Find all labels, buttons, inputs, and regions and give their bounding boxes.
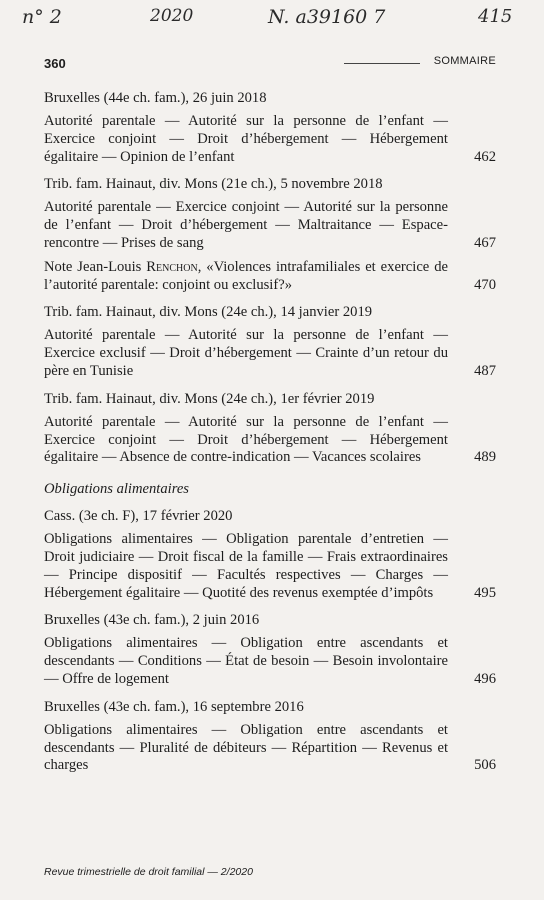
entry-summary [44,531,496,602]
entry-keywords: Obligations alimentaires — Obligation entre ascendants et descendants — Conditions — État de besoin — Besoin involontaire — Offre de logement [44,635,448,687]
toc-entry [44,699,496,775]
note-page: 470 [474,276,496,293]
note-prefix: Note Jean-Louis [44,258,142,275]
entry-court: Trib. fam. Hainaut, div. Mons (24e ch.), 1er février 2019 [44,390,375,407]
entry-court: Bruxelles (43e ch. fam.), 16 septembre 2016 [44,698,304,715]
handwritten-issue-number: n° 2 [22,6,62,28]
entry-note [44,259,496,295]
entry-keywords: Autorité parentale — Exercice conjoint — Autorité sur la personne de l’enfant — Droit d’hébergement — Maltraitance — Espace-rencontre — Prises de sang [44,199,448,251]
entry-keywords: Autorité parentale — Autorité sur la personne de l’enfant — Exercice conjoint — Droit d’hébergement — Hébergement égalitaire — Absence de contre-indication — Vacances scolaires [44,413,448,466]
entry-court: Cass. (3e ch. F), 17 février 2020 [44,508,233,525]
entry-court: Bruxelles (44e ch. fam.), 26 juin 2018 [44,90,267,106]
handwritten-annotations [0,0,544,40]
entry-keywords: Autorité parentale — Autorité sur la personne de l’enfant — Exercice exclusif — Droit d’hébergement — Crainte d’un retour du père en Tunisie [44,327,448,379]
toc-entry [44,90,496,166]
entry-summary [44,199,496,252]
toc-entry [44,612,496,688]
entry-keywords: Obligations alimentaires — Obligation parentale d’entretien — Droit judiciaire — Droit fiscal de la famille — Frais extraordinaires — Principe dispositif — Facultés respectives — Charges — Hébergement égalitaire — Quotité des revenus exemptée d’impôts [44,531,448,601]
category-heading: Obligations alimentaires [44,481,189,498]
toc-entry [44,508,496,602]
entry-court: Trib. fam. Hainaut, div. Mons (24e ch.), 14 janvier 2019 [44,304,373,321]
section-label: SOMMAIRE [433,55,496,67]
page-number: 360 [44,56,66,71]
toc-entry [44,176,496,294]
entry-summary [44,635,496,688]
entry-page: 495 [474,584,496,601]
handwritten-catalog-number: N. a39160 7 [268,6,386,28]
page-footer: Revue trimestrielle de droit familial — 2/2020 [44,866,253,878]
note-author: Renchon [146,258,198,275]
toc-entry [44,304,496,380]
entry-page: 487 [474,362,496,379]
handwritten-year: 2020 [150,6,194,26]
entry-page: 467 [474,234,496,251]
entry-page: 489 [474,449,496,466]
handwritten-page-number: 415 [478,6,513,27]
entry-summary [44,113,496,166]
note-title: , «Violences intrafamiliales et exercice de l’autorité parentale: conjoint ou exclusif?» [44,258,448,293]
entry-page: 506 [474,757,496,774]
toc-entry [44,391,496,467]
entry-keywords: Autorité parentale — Autorité sur la personne de l’enfant — Exercice conjoint — Droit d’hébergement — Hébergement égalitaire — Opinion de l’enfant [44,113,448,165]
entry-court: Trib. fam. Hainaut, div. Mons (21e ch.), 5 novembre 2018 [44,176,383,193]
header-rule [344,63,420,64]
note-text [44,259,448,295]
entry-page: 462 [474,148,496,165]
entry-page: 496 [474,670,496,687]
entry-court: Bruxelles (43e ch. fam.), 2 juin 2016 [44,612,260,629]
entry-summary [44,414,496,467]
entry-keywords: Obligations alimentaires — Obligation entre ascendants et descendants — Pluralité de débiteurs — Répartition — Revenus et charges [44,721,448,774]
entry-summary [44,327,496,380]
page-header [44,52,496,72]
table-of-contents [44,90,496,785]
entry-summary [44,722,496,775]
